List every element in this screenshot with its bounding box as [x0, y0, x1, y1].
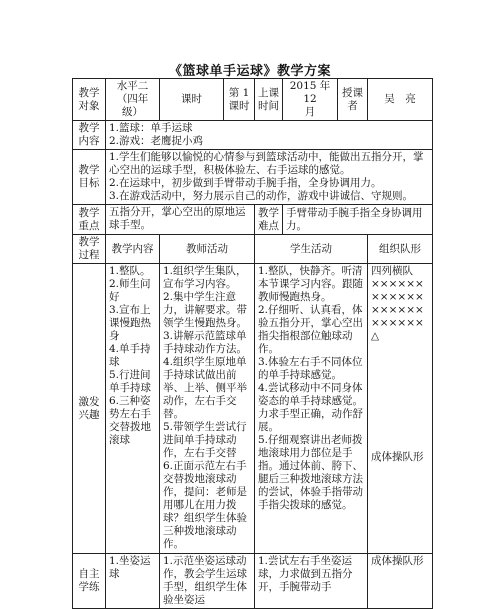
page-title: 《篮球单手运球》教学方案 — [168, 64, 331, 79]
header-row — [73, 79, 433, 121]
teacher-marker: △ — [371, 330, 380, 342]
goals-value: 1.学生们能够以愉悦的心情参与到篮球活动中，能做出五指分开，掌心空出的运球手型，积极体验左、右手运球的感觉。 2.在运球中，初步做到手臂带动手腕手指，全身协调用力。 3.在游戏活动中，努力展示自己的动作，游戏中讲诚信、守规则。 — [106, 150, 433, 205]
target-value: 水平二 （四年级） — [106, 79, 160, 121]
goals-label: 教学 目标 — [73, 150, 106, 205]
goals-row — [73, 150, 433, 205]
stage-interest-content: 1.整队。 2.师生问好 3.宣布上课慢跑热身 4.单手持球 5.行进间单手持球 6.三种姿势左右手交替拨地滚球 — [106, 264, 160, 554]
time-label: 上课 时间 — [255, 79, 283, 121]
stage-practice-row — [73, 554, 433, 609]
lesson-plan-table — [72, 78, 433, 609]
process-label: 教学 过程 — [73, 235, 106, 264]
formation-row: ×××××× — [371, 317, 424, 329]
col-teacher-header: 教师活动 — [160, 235, 255, 264]
formation-row: ×××××× — [371, 278, 424, 290]
stage-practice-form: 成体操队形 — [368, 554, 433, 609]
stage-practice-student: 1.尝试左右手坐姿运球，力求做到五指分开，手腕带动手 — [255, 554, 368, 609]
content-label: 教学 内容 — [73, 121, 106, 150]
difficulty-label: 教学 难点 — [255, 205, 283, 235]
hour-value: 第 1 课时 — [224, 79, 255, 121]
stage-practice-label: 自主 学练 — [73, 554, 106, 609]
stage-interest-label: 激发 兴趣 — [73, 264, 106, 554]
process-header-row — [73, 235, 433, 264]
hour-label: 课时 — [160, 79, 224, 121]
formation-row: ×××××× — [371, 304, 424, 316]
teacher-value: 吴 亮 — [368, 79, 433, 121]
stage-interest-student: 1.整队，快静齐。听清本节课学习内容。跟随教师慢跑热身。 2.仔细听、认真看，体验五指分开，掌心空出指尖指根部位触球动作。 3.体验左右手不同体位的单手持球感觉。 4.尝试移动中不同身体姿态的单手持球感觉。力求手型正确，动作舒展。 5.仔细观察讲出老师拨地滚球用力部位是手指。通过体前、胯下、腿后三种拨地滚球方法的尝试，体验手指带动手指尖拨球的感觉。 — [255, 264, 368, 554]
stage-interest-teacher: 1.组织学生集队，宣布学习内容。 2.集中学生注意力，讲解要求。带领学生慢跑热身。 3.讲解示范篮球单手持球动作方法。 4.组织学生原地单手持球试做出前举、上举、侧平举动作，左右手交替。 5.带领学生尝试行进间单手持球动作，左右手交替 6.正面示范左右手交替拨地滚球动作，提问：老师是用哪儿在用力拨球？组织学生体验三种拨地滚球动作。 — [160, 264, 255, 554]
content-value: 1.篮球：单手运球 2.游戏：老鹰捉小鸡 — [106, 121, 433, 150]
stage-practice-teacher: 1.示范坐姿运球动作，教会学生运球手型，组织学生体验坐姿运 — [160, 554, 255, 609]
stage-practice-content: 1.坐姿运球 — [106, 554, 160, 609]
col-content-header: 教学内容 — [106, 235, 160, 264]
key-point-label: 教学 重点 — [73, 205, 106, 235]
focus-row — [73, 205, 433, 235]
time-value: 2015 年 12 月 — [283, 79, 338, 121]
teacher-label: 授课者 — [338, 79, 368, 121]
key-point-value: 五指分开，掌心空出的原地运球手型。 — [106, 205, 255, 235]
col-form-header: 组织队形 — [368, 235, 433, 264]
content-row — [73, 121, 433, 150]
col-student-header: 学生活动 — [255, 235, 368, 264]
target-label: 教学 对象 — [73, 79, 106, 121]
stage-interest-row — [73, 264, 433, 554]
formation-label: 四列横队 — [371, 265, 413, 277]
formation-row: ×××××× — [371, 291, 424, 303]
stage-interest-formation — [368, 264, 433, 554]
difficulty-value: 手臂带动手腕手指全身协调用力。 — [283, 205, 433, 235]
formation-label-gymnastics: 成体操队形 — [371, 451, 424, 463]
